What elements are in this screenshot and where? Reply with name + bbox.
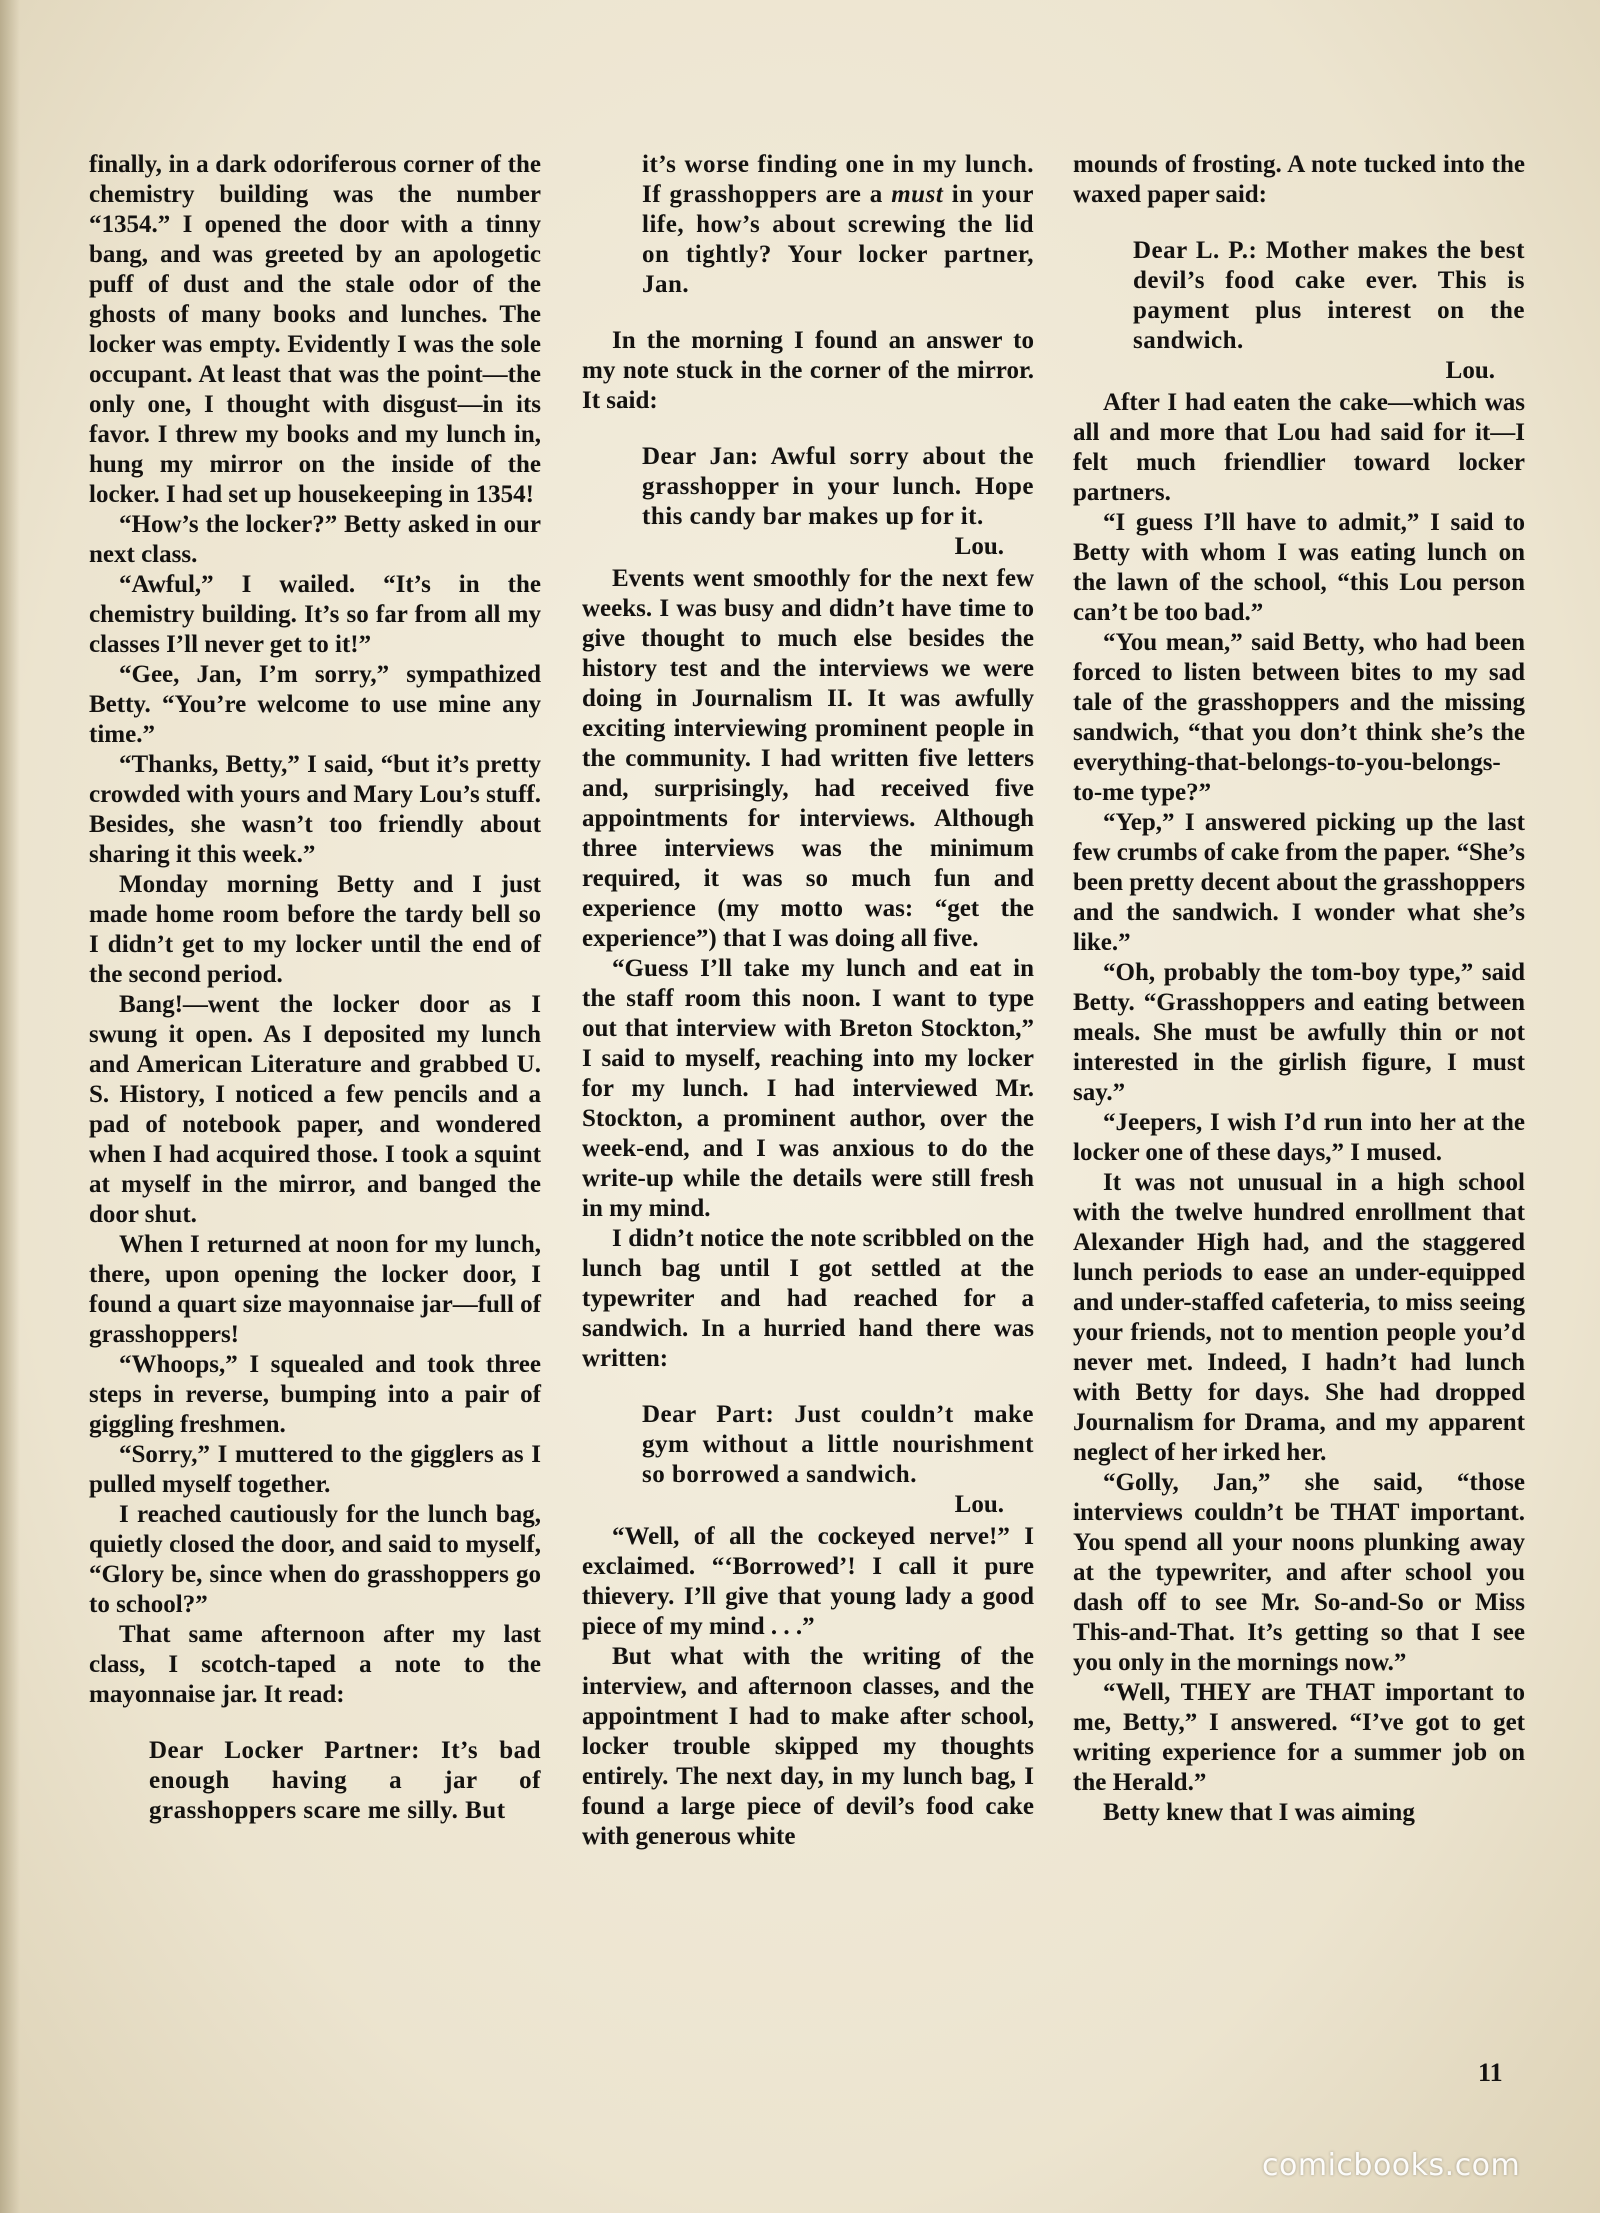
paragraph: When I returned at noon for my lunch, there, upon opening the locker door, I found a quart size mayonnaise jar—full of grasshoppers! xyxy=(89,1231,541,1348)
letter-text: Dear Locker Partner: It’s bad enough having a jar of grasshoppers scare me silly. But xyxy=(149,1737,541,1824)
paragraph: Events went smoothly for the next few weeks. I was busy and didn’t have time to give thought to much else besides the history test and the interviews we were doing in Journalism II. It was awfully exciting interviewing prominent people in the community. I had written five letters and, surprisingly, had received five appointments for interviews. Although three interviews was the minimum required, it was so much fun and experience (my motto was: “get the experience”) that I was doing all five. xyxy=(582,565,1034,952)
letter-signature: Lou. xyxy=(954,533,1004,560)
paragraph: “Jeepers, I wish I’d run into her at the locker one of these days,” I mused. xyxy=(1073,1109,1525,1166)
paragraph: “Awful,” I wailed. “It’s in the chemistry building. It’s so far from all my classes I’ll never get to it!” xyxy=(89,571,541,658)
letter-text: Dear Jan: Awful sorry about the grasshopper in your lunch. Hope this candy bar makes up for it. xyxy=(642,443,1034,530)
page-number: 11 xyxy=(1478,2058,1503,2087)
text-column-1 xyxy=(89,150,541,1826)
paragraph: “I guess I’ll have to admit,” I said to Betty with whom I was eating lunch on the lawn of the school, “this Lou person can’t be too bad.” xyxy=(1073,509,1525,626)
letter-text: it’s worse finding one in my lunch. If grasshoppers are a must in your life, how’s about screwing the lid on tightly? Your locker partner, Jan. xyxy=(642,151,1034,298)
paragraph: “Golly, Jan,” she said, “those interviews couldn’t be THAT important. You spend all your noons plunking away at the typewriter, and after school you dash off to see Mr. So-and-So or Miss This-and-That. It’s getting so that I see you only in the mornings now.” xyxy=(1073,1469,1525,1676)
letter-text: Dear Part: Just couldn’t make gym without a little nourishment so borrowed a sandwich. xyxy=(642,1401,1034,1488)
text-column-3 xyxy=(1073,150,1525,1828)
paragraph: It was not unusual in a high school with the twelve hundred enrollment that Alexander High had, and the staggered lunch periods to ease an under-equipped and under-staffed cafeteria, to miss seeing your friends, not to mention people you’d never met. Indeed, I hadn’t had lunch with Betty for days. She had dropped Journalism for Drama, and my apparent neglect of her irked her. xyxy=(1073,1169,1525,1466)
paragraph: Monday morning Betty and I just made home room before the tardy bell so I didn’t get to my locker until the end of the second period. xyxy=(89,871,541,988)
paragraph: After I had eaten the cake—which was all and more that Lou had said for it—I felt much friendlier toward locker partners. xyxy=(1073,389,1525,506)
watermark: comicbooks.com xyxy=(1262,2148,1521,2183)
paragraph: “Gee, Jan, I’m sorry,” sympathized Betty. “You’re welcome to use mine any time.” xyxy=(89,661,541,748)
paragraph: Betty knew that I was aiming xyxy=(1103,1799,1415,1826)
paragraph: That same afternoon after my last class, I scotch-taped a note to the mayonnaise jar. It read: xyxy=(89,1621,541,1708)
text-column-2 xyxy=(582,150,1034,1852)
paragraph: “Yep,” I answered picking up the last few crumbs of cake from the paper. “She’s been pretty decent about the grasshoppers and the sandwich. I wonder what she’s like.” xyxy=(1073,809,1525,956)
paragraph: finally, in a dark odoriferous corner of the chemistry building was the number “1354.” I opened the door with a tinny bang, and was greeted by an apologetic puff of dust and the stale odor of the ghosts of many books and lunches. The locker was empty. Evidently I was the sole occupant. At least that was the point—the only one, I thought with disgust—in its favor. I threw my books and my lunch in, hung my mirror on the inside of the locker. I had set up housekeeping in 1354! xyxy=(89,151,541,508)
paragraph: “Oh, probably the tom-boy type,” said Betty. “Grasshoppers and eating between meals. She must be awfully thin or not interested in the girlish figure, I must say.” xyxy=(1073,959,1525,1106)
paragraph: “Sorry,” I muttered to the gigglers as I pulled myself together. xyxy=(89,1441,541,1498)
letter-signature: Lou. xyxy=(1445,357,1495,384)
paragraph: “Whoops,” I squealed and took three steps in reverse, bumping into a pair of giggling freshmen. xyxy=(89,1351,541,1438)
paragraph: Bang!—went the locker door as I swung it open. As I deposited my lunch and American Literature and grabbed U. S. History, I noticed a few pencils and a pad of notebook paper, and wondered when I had acquired those. I took a squint at myself in the mirror, and banged the door shut. xyxy=(89,991,541,1228)
paragraph: “Well, THEY are THAT important to me, Betty,” I answered. “I’ve got to get writing experience for a summer job on the Herald.” xyxy=(1073,1679,1525,1796)
emphasis: must xyxy=(891,181,944,208)
paragraph: mounds of frosting. A note tucked into the waxed paper said: xyxy=(1073,151,1525,208)
paragraph: But what with the writing of the interview, and afternoon classes, and the appointment I had to make after school, locker trouble skipped my thoughts entirely. The next day, in my lunch bag, I found a large piece of devil’s food cake with generous white xyxy=(582,1643,1034,1850)
paragraph: “You mean,” said Betty, who had been forced to listen between bites to my sad tale of the grasshoppers and the missing sandwich, “that you don’t think she’s the everything-that-belongs-to-you-belongs-to-me type?” xyxy=(1073,629,1525,806)
paragraph: “Guess I’ll take my lunch and eat in the staff room this noon. I want to type out that interview with Breton Stockton,” I said to myself, reaching into my locker for my lunch. I had interviewed Mr. Stockton, a prominent author, over the week-end, and I was anxious to do the write-up while the details were still fresh in my mind. xyxy=(582,955,1034,1222)
paragraph: I didn’t notice the note scribbled on the lunch bag until I got settled at the typewriter and had reached for a sandwich. In a hurried hand there was written: xyxy=(582,1225,1034,1372)
paragraph: “Thanks, Betty,” I said, “but it’s pretty crowded with yours and Mary Lou’s stuff. Besides, she wasn’t too friendly about sharing it this week.” xyxy=(89,751,541,868)
paragraph: “Well, of all the cockeyed nerve!” I exclaimed. “‘Borrowed’! I call it pure thievery. I’ll give that young lady a good piece of my mind . . .” xyxy=(582,1523,1034,1640)
letter-signature: Lou. xyxy=(954,1491,1004,1518)
page-edge-shadow xyxy=(0,0,20,2213)
paragraph: In the morning I found an answer to my note stuck in the corner of the mirror. It said: xyxy=(582,327,1034,414)
letter-text: Dear L. P.: Mother makes the best devil’s food cake ever. This is payment plus interest on the sandwich. xyxy=(1133,237,1525,354)
paragraph: I reached cautiously for the lunch bag, quietly closed the door, and said to myself, “Glory be, since when do grasshoppers go to school?” xyxy=(89,1501,541,1618)
paragraph: “How’s the locker?” Betty asked in our next class. xyxy=(89,511,541,568)
